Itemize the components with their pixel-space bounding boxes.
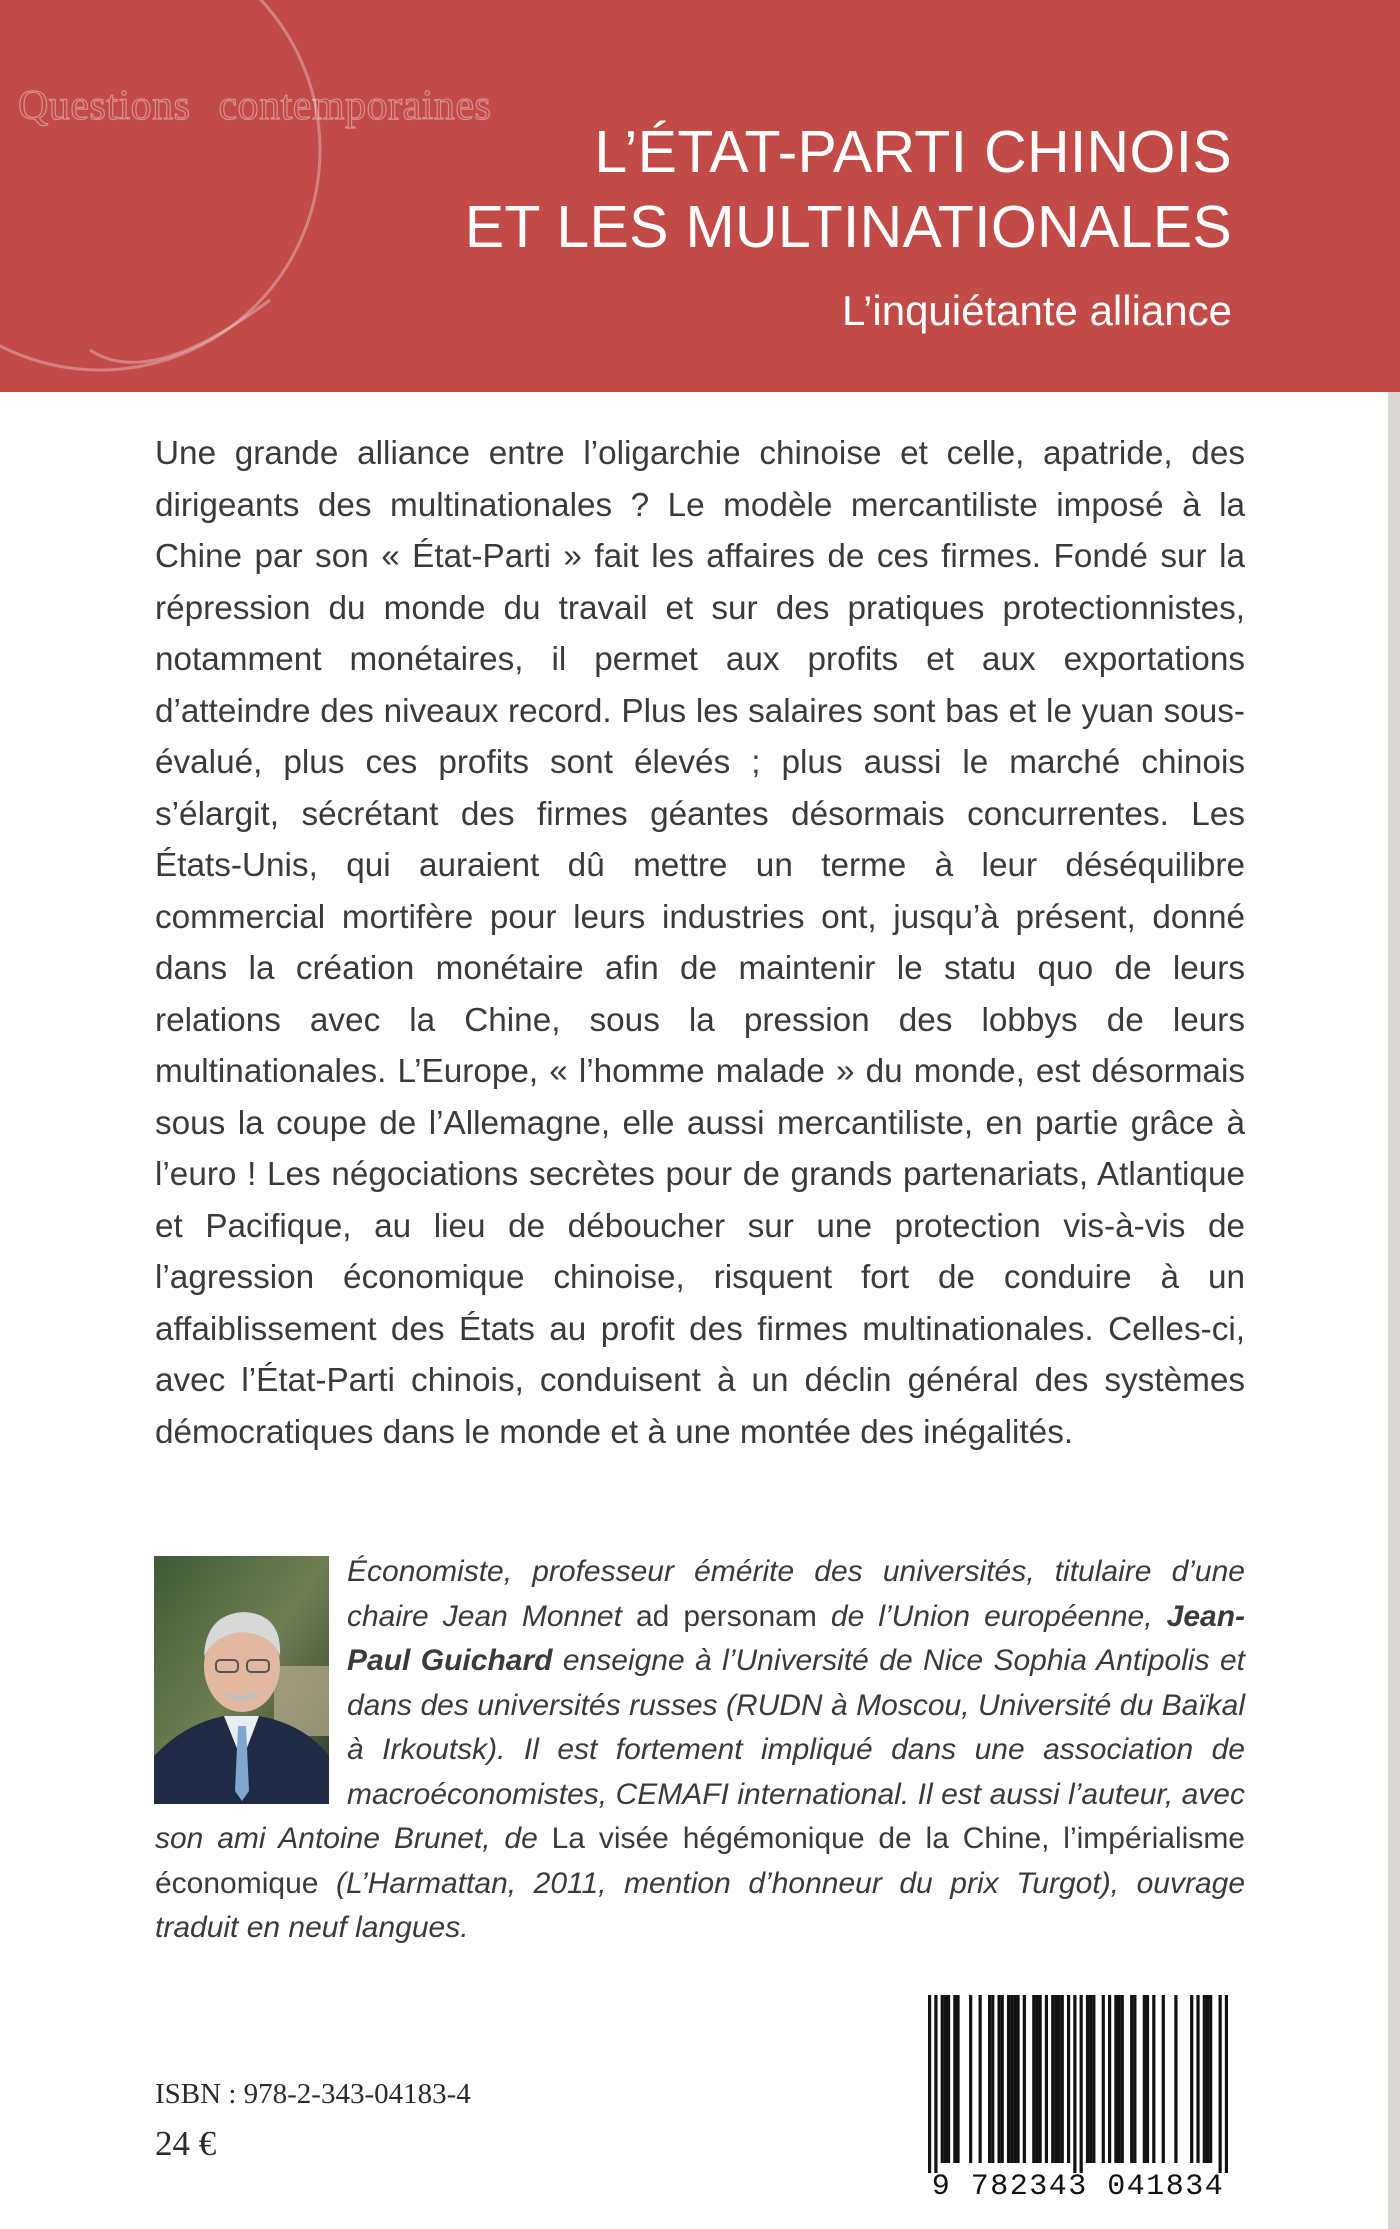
barcode-bar xyxy=(934,1995,937,2173)
barcode-bar xyxy=(1067,1995,1070,2163)
barcode-bar xyxy=(953,1995,956,2163)
barcode-bar xyxy=(1117,1995,1120,2163)
barcode-bar xyxy=(1089,1995,1092,2163)
barcode-bar xyxy=(928,1995,931,2173)
barcode-bar xyxy=(1092,1995,1095,2163)
series-word-1: Questions xyxy=(18,83,191,129)
barcode-bar xyxy=(997,1995,1000,2163)
back-cover-summary: Une grande alliance entre l’oligarchie chinoise et celle, apatride, des dirigeants des multinationales ? Le modèle mercantiliste imposé à la Chine par son « État-Parti » fait les affaires de ces firmes. Fondé sur la répression du monde du travail et sur des pratiques protectionnistes, notamment monétaires, il permet aux profits et aux exportations d’atteindre des niveaux record. Plus les salaires sont bas et le yuan sous-évalué, plus ces profits sont élevés ; plus aussi le marché chinois s’élargit, sécrétant des firmes géantes désormais concurrentes. Les États-Unis, qui auraient dû mettre un terme à leur déséquilibre commercial mortifère pour leurs industries ont, jusqu’à présent, donné dans la création monétaire afin de maintenir le statu quo de leurs relations avec la Chine, sous la pression des lobbys de leurs multinationales. L’Europe, « l’homme malade » du monde, est désormais sous la coupe de l’Allemagne, elle aussi mercantiliste, en partie grâce à l’euro ! Les négociations secrètes pour de grands partenariats, Atlantique et Pacifique, au lieu de déboucher sur une protection vis-à-vis de l’agression économique chinoise, risquent fort de conduire à un affaiblissement des États au profit des firmes multinationales. Celles-ci, avec l’État-Parti chinois, conduisent à un déclin général des systèmes démocratiques dans le monde et à une montée des inégalités. xyxy=(155,435,1245,1451)
barcode-bar xyxy=(1146,1995,1149,2163)
barcode-bar xyxy=(1035,1995,1038,2163)
bio-text-2: ad personam xyxy=(621,1599,831,1633)
barcode-bar xyxy=(1196,1995,1199,2163)
barcode-bar xyxy=(1080,1995,1083,2173)
barcode-bar xyxy=(1174,1995,1177,2163)
barcode-bar xyxy=(1057,1995,1060,2163)
barcode-bar xyxy=(1203,1995,1206,2163)
series-name xyxy=(18,82,519,130)
author-name: Jean-Paul Guichard xyxy=(347,1599,1246,1677)
bio-text-1: Économiste, professeur émérite des universités, titulaire d’une chaire Jean Monnet xyxy=(347,1555,1245,1633)
barcode-bar xyxy=(1051,1995,1054,2163)
barcode-bar xyxy=(1152,1995,1155,2163)
author-photo xyxy=(154,1556,329,1804)
barcode xyxy=(928,1995,1228,2185)
barcode-bar xyxy=(1219,1995,1222,2173)
book-subtitle: L’inquiétante alliance xyxy=(842,287,1232,334)
barcode-bar xyxy=(1016,1995,1019,2163)
barcode-bar xyxy=(1209,1995,1212,2163)
author-portrait-image xyxy=(154,1556,329,1804)
book-title-line-2: ET LES MULTINATIONALES xyxy=(464,194,1232,260)
barcode-bar xyxy=(979,1995,982,2163)
barcode-bar xyxy=(1121,1995,1124,2163)
barcode-bar xyxy=(969,1995,972,2163)
barcode-bar xyxy=(1086,1995,1089,2163)
bio-text-4: enseigne à l’Université de Nice Sophia Antipolis et dans des universités russes (RUDN à Moscou, Université du Baïkal à Irkoutsk). Il est fortement impliqué dans une association de macroéconomistes, CEMAFI international. Il est aussi l’auteur, avec son ami Antoine Brunet, de xyxy=(155,1644,1246,1855)
barcode-bar xyxy=(1102,1995,1105,2163)
barcode-bar xyxy=(1054,1995,1057,2163)
bio-text-5: (L’Harmattan, 2011, mention d’honneur du prix Turgot), ouvrage traduit en neuf langues. xyxy=(155,1866,1245,1944)
barcode-bar xyxy=(941,1995,944,2163)
cover-header xyxy=(0,0,1400,392)
barcode-bar xyxy=(1162,1995,1165,2163)
barcode-bar xyxy=(1114,1995,1117,2163)
barcode-bar xyxy=(1190,1995,1193,2163)
barcode-bar xyxy=(1061,1995,1064,2163)
barcode-bar xyxy=(1045,1995,1048,2163)
price: 24 € xyxy=(155,2124,217,2163)
barcode-bar xyxy=(1108,1995,1111,2163)
barcode-bar xyxy=(1010,1995,1013,2163)
barcode-bar xyxy=(991,1995,994,2163)
barcode-bar xyxy=(1007,1995,1010,2163)
bio-text-3: de l’Union européenne, xyxy=(830,1599,1167,1633)
barcode-bar xyxy=(944,1995,947,2163)
spine-edge xyxy=(1388,392,1400,2229)
barcode-bar xyxy=(947,1995,950,2163)
barcode-bar xyxy=(1130,1995,1133,2163)
book-title-line-1: L’ÉTAT-PARTI CHINOIS xyxy=(594,119,1232,185)
isbn: ISBN : 978-2-343-04183-4 xyxy=(155,2078,471,2110)
barcode-bar xyxy=(1039,1995,1042,2163)
barcode-bar xyxy=(956,1995,959,2163)
barcode-bar xyxy=(1013,1995,1016,2163)
related-book-title: La visée hégémonique de la Chine, l’impérialisme économique xyxy=(155,1822,1245,1900)
barcode-bar xyxy=(1133,1995,1136,2163)
barcode-bar xyxy=(988,1995,991,2163)
barcode-bar xyxy=(1032,1995,1035,2163)
barcode-bar xyxy=(1073,1995,1076,2173)
barcode-bar xyxy=(1001,1995,1004,2163)
barcode-bar xyxy=(1225,1995,1228,2173)
barcode-bar xyxy=(1143,1995,1146,2163)
barcode-digits: 9 782343 041834 xyxy=(931,2170,1225,2204)
series-word-2: contemporaines xyxy=(218,83,492,129)
barcode-bar xyxy=(1206,1995,1209,2163)
title-block xyxy=(465,115,1232,339)
barcode-bar xyxy=(1023,1995,1026,2163)
